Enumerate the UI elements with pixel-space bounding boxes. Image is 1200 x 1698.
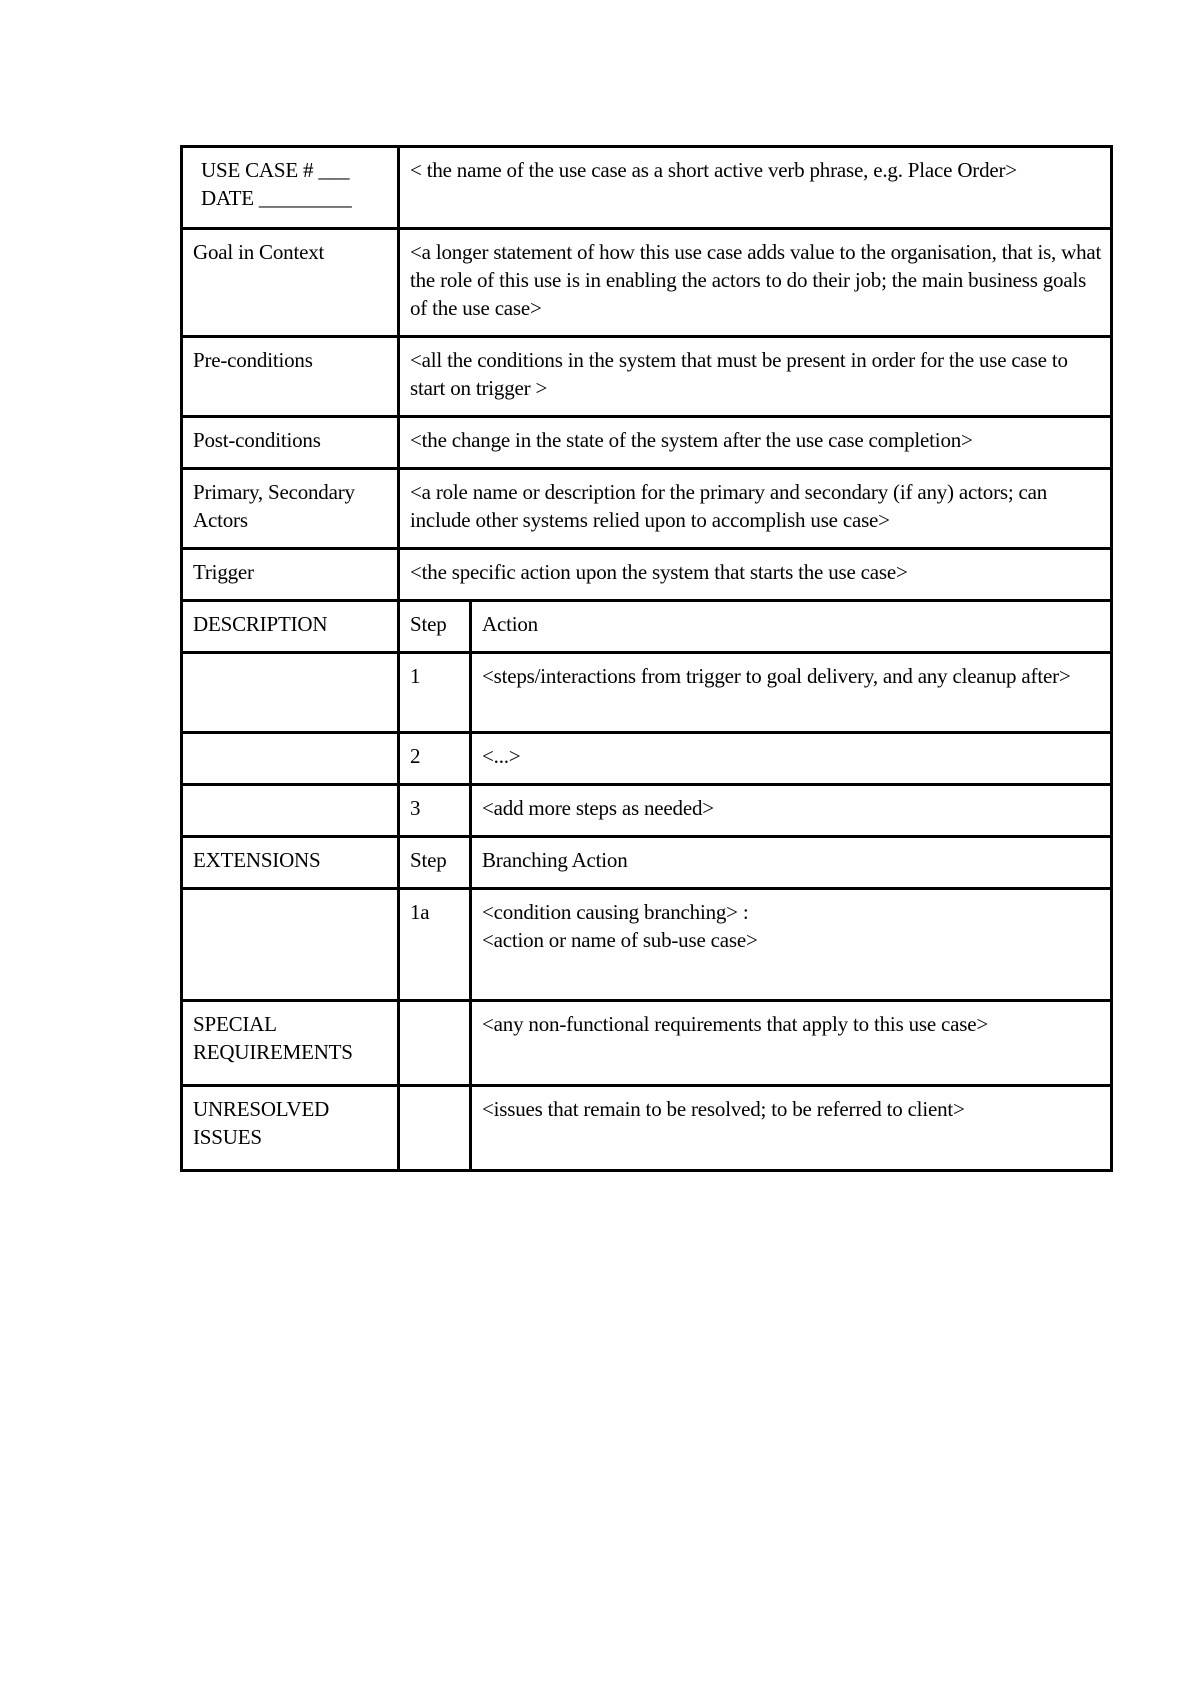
description-empty-cell (182, 785, 399, 837)
postconditions-label: Post-conditions (182, 417, 399, 469)
description-step-header: Step (399, 601, 471, 653)
postconditions-value: <the change in the state of the system after the use case completion> (399, 417, 1112, 469)
unresolved-issues-label-line1: UNRESOLVED (193, 1097, 330, 1121)
description-step-action: <steps/interactions from trigger to goal delivery, and any cleanup after> (471, 653, 1112, 733)
description-step-row (182, 785, 1112, 837)
special-requirements-label-line1: SPECIAL (193, 1012, 277, 1036)
goal-label: Goal in Context (182, 229, 399, 337)
goal-row (182, 229, 1112, 337)
extensions-header-row (182, 837, 1112, 889)
trigger-value: <the specific action upon the system that starts the use case> (399, 549, 1112, 601)
use-case-template-table (180, 145, 1113, 1172)
use-case-name-placeholder: < the name of the use case as a short active verb phrase, e.g. Place Order> (410, 158, 1017, 182)
extensions-label: EXTENSIONS (182, 837, 399, 889)
unresolved-issues-value: <issues that remain to be resolved; to be referred to client> (471, 1086, 1112, 1171)
description-label: DESCRIPTION (182, 601, 399, 653)
trigger-row (182, 549, 1112, 601)
special-requirements-label-line2: REQUIREMENTS (193, 1040, 353, 1064)
special-requirements-value: <any non-functional requirements that apply to this use case> (471, 1001, 1112, 1086)
special-requirements-empty-step (399, 1001, 471, 1086)
extensions-condition: <condition causing branching> : (482, 900, 749, 924)
unresolved-issues-label (182, 1086, 399, 1171)
description-step-row (182, 733, 1112, 785)
unresolved-issues-row (182, 1086, 1112, 1171)
extensions-step-number: 1a (399, 889, 471, 1001)
description-step-row (182, 653, 1112, 733)
actors-row (182, 469, 1112, 549)
trigger-label: Trigger (182, 549, 399, 601)
description-step-action: <add more steps as needed> (471, 785, 1112, 837)
description-step-number: 3 (399, 785, 471, 837)
unresolved-issues-label-line2: ISSUES (193, 1125, 262, 1149)
use-case-id-cell (182, 147, 399, 229)
description-empty-cell (182, 733, 399, 785)
use-case-number-label: USE CASE # ___ (201, 158, 350, 182)
extensions-step-header: Step (399, 837, 471, 889)
extensions-step-row (182, 889, 1112, 1001)
use-case-header-row (182, 147, 1112, 229)
special-requirements-label (182, 1001, 399, 1086)
postconditions-row (182, 417, 1112, 469)
actors-label: Primary, Secondary Actors (182, 469, 399, 549)
description-step-action: <...> (471, 733, 1112, 785)
actors-value: <a role name or description for the primary and secondary (if any) actors; can include other systems relied upon to accomplish use case> (399, 469, 1112, 549)
goal-value: <a longer statement of how this use case adds value to the organisation, that is, what the role of this use is in enabling the actors to do their job; the main business goals of the use case> (399, 229, 1112, 337)
extensions-action: <action or name of sub-use case> (482, 928, 758, 952)
preconditions-label: Pre-conditions (182, 337, 399, 417)
extensions-empty-cell (182, 889, 399, 1001)
extensions-action-header: Branching Action (471, 837, 1112, 889)
unresolved-issues-empty-step (399, 1086, 471, 1171)
description-step-number: 1 (399, 653, 471, 733)
preconditions-value: <all the conditions in the system that must be present in order for the use case to start on trigger > (399, 337, 1112, 417)
description-empty-cell (182, 653, 399, 733)
description-header-row (182, 601, 1112, 653)
extensions-step-action-cell (471, 889, 1112, 1001)
date-label: DATE _________ (201, 186, 352, 210)
special-requirements-row (182, 1001, 1112, 1086)
description-step-number: 2 (399, 733, 471, 785)
description-action-header: Action (471, 601, 1112, 653)
preconditions-row (182, 337, 1112, 417)
use-case-name-cell (399, 147, 1112, 229)
